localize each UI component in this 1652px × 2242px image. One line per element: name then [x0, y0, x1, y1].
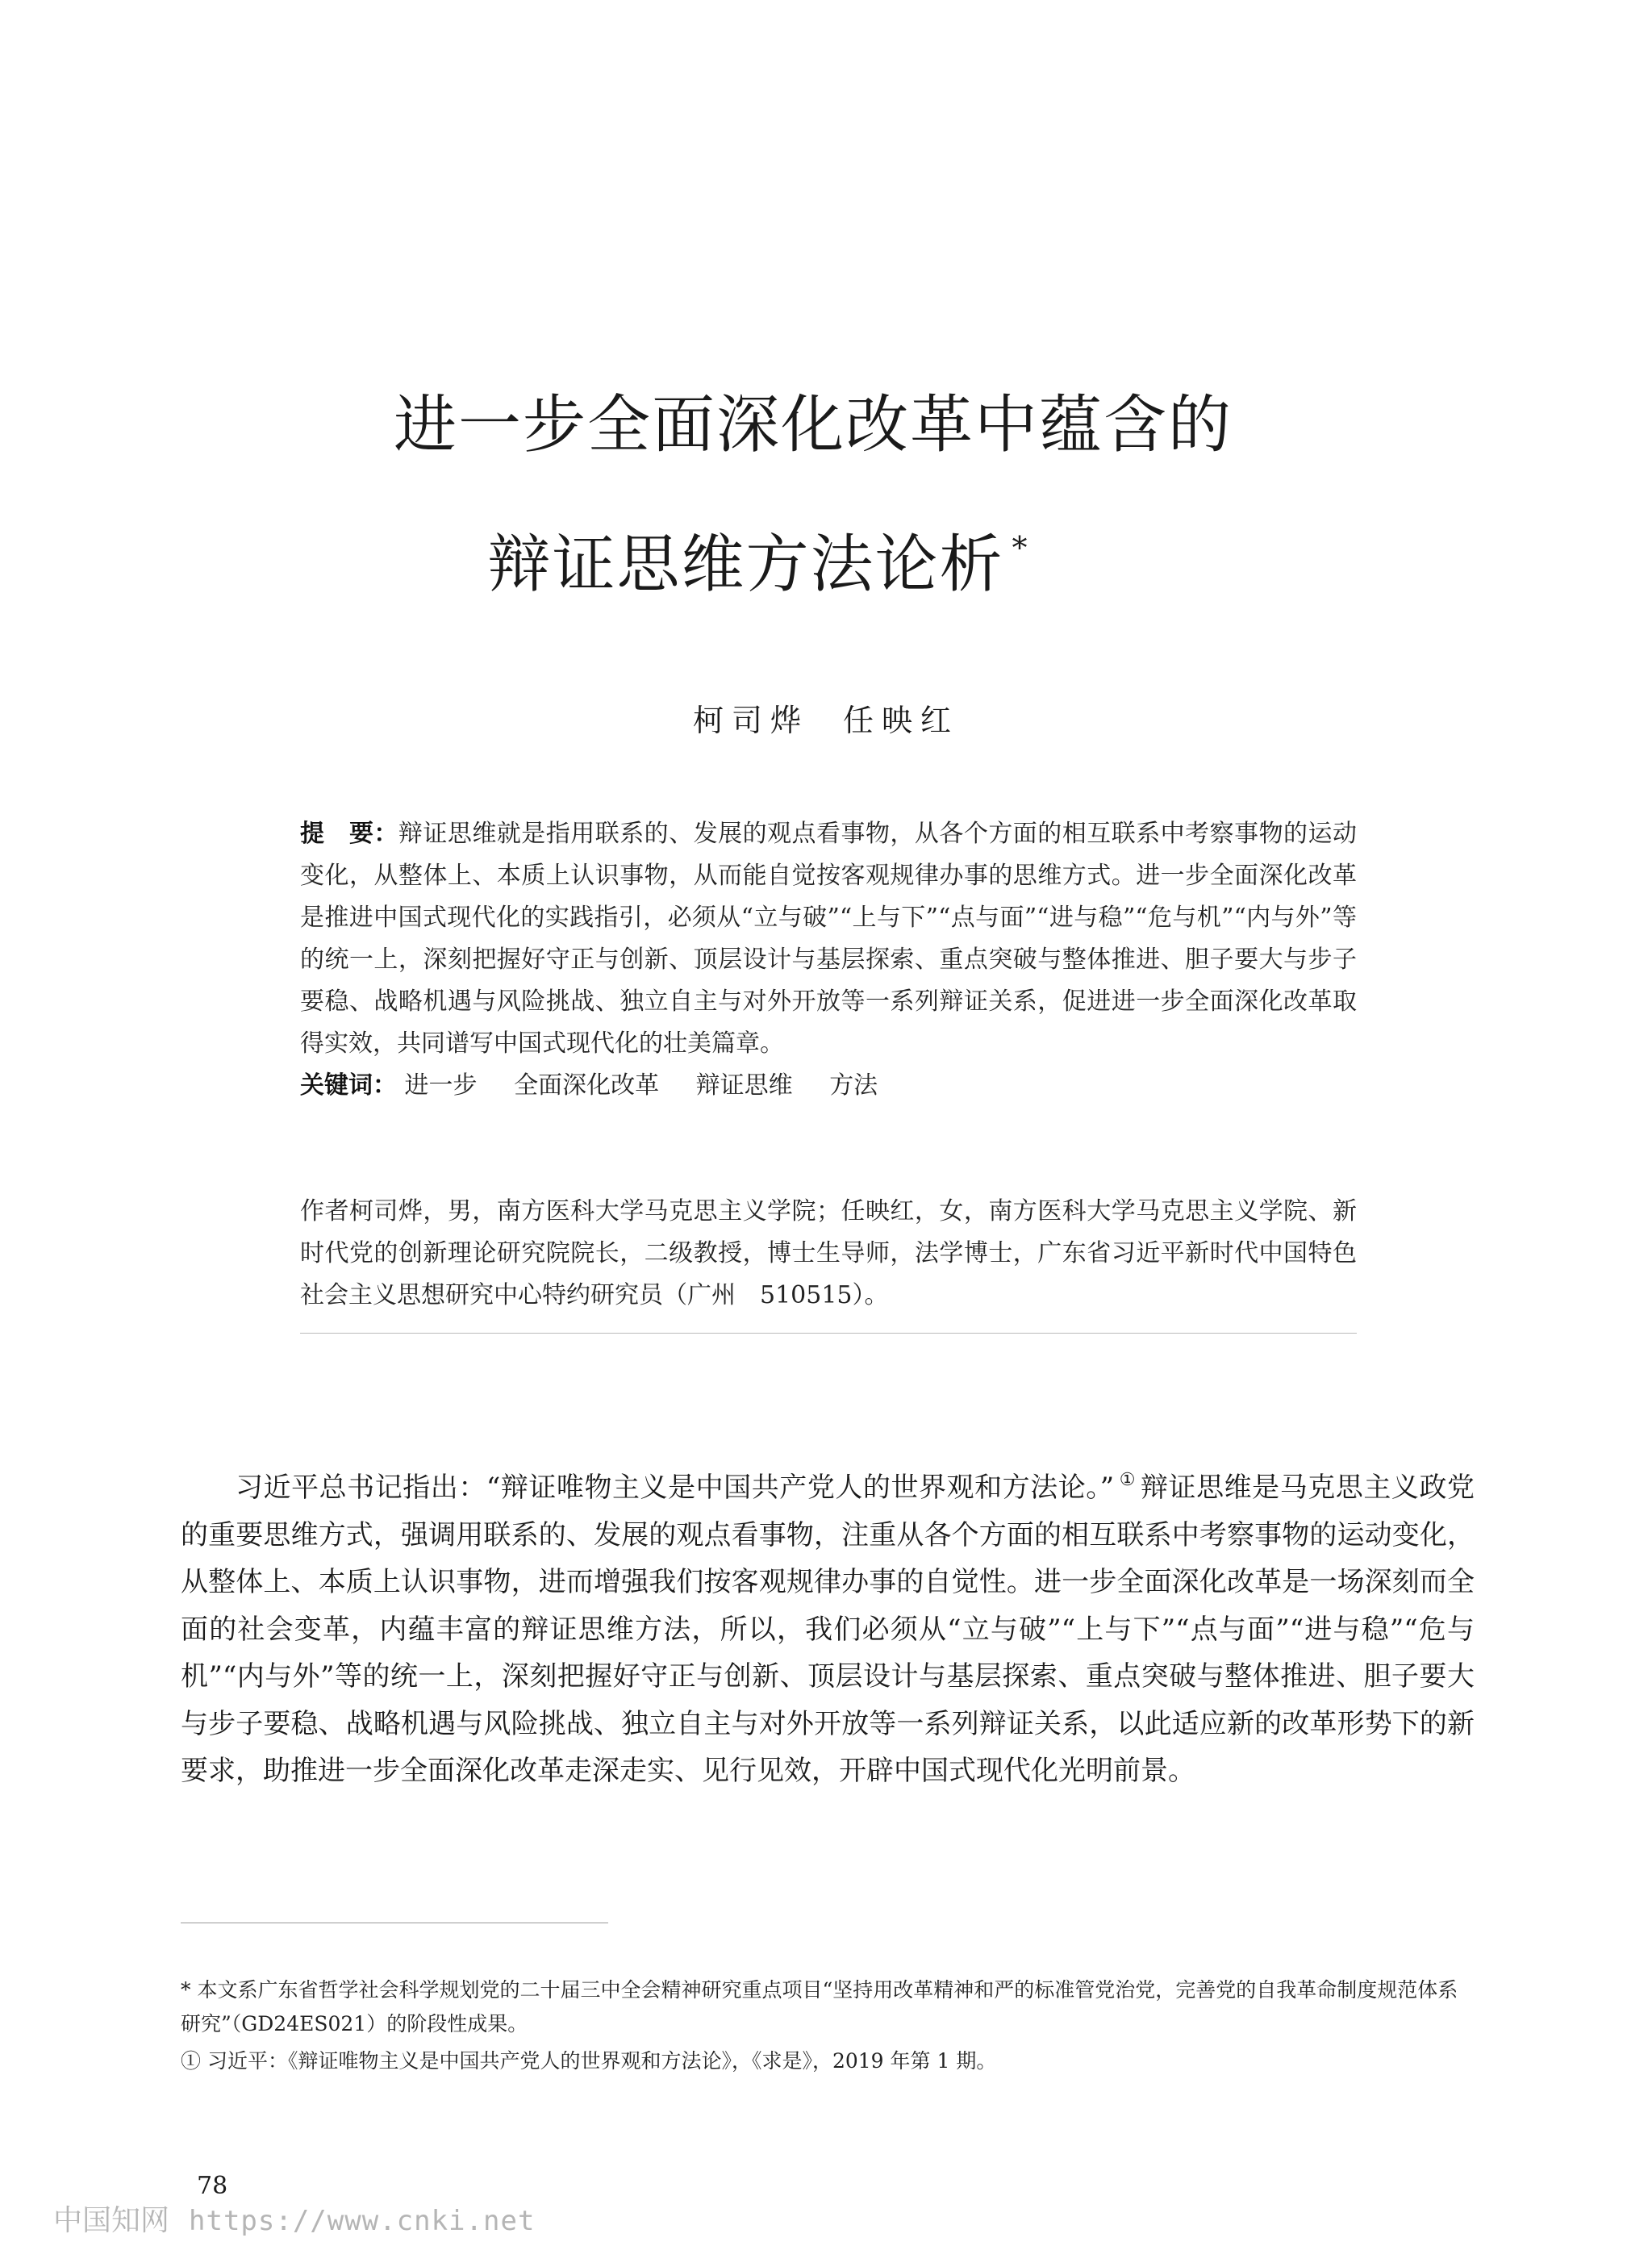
footnote-ref-1[interactable]: ①: [1119, 1470, 1136, 1490]
abstract-section: [300, 813, 1357, 1107]
body-part-1: 习近平总书记指出：“辩证唯物主义是中国共产党人的世界观和方法论。”: [236, 1472, 1115, 1504]
keyword-item: 全面深化改革: [514, 1071, 660, 1100]
page-number: 78: [197, 2172, 228, 2200]
paper-title-line-2: [355, 528, 1162, 601]
keyword-item: 进一步: [404, 1071, 478, 1100]
body-part-2: 辩证思维是马克思主义政党的重要思维方式，强调用联系的、发展的观点看事物，注重从各个方面的相互联系中考察事物的运动变化，从整体上、本质上认识事物，进而增强我们按客观规律办事的自觉性。进一步全面深化改革是一场深刻而全面的社会变革，内蕴丰富的辩证思维方法，所以，我们必须从“立与破”“上与下”“点与面”“进与稳”“危与机”“内与外”等的统一上，深刻把握好守正与创新、顶层设计与基层探索、重点突破与整体推进、胆子要大与步子要稳、战略机遇与风险挑战、独立自主与对外开放等一系列辩证关系，以此适应新的改革形势下的新要求，助推进一步全面深化改革走深走实、见行见效，开辟中国式现代化光明前景。: [181, 1472, 1475, 1787]
author-2: 任映红: [843, 703, 960, 738]
abstract-label: 提 要：: [300, 820, 398, 848]
keywords: [300, 1065, 1357, 1107]
author-info: 作者柯司烨，男，南方医科大学马克思主义学院；任映红，女，南方医科大学马克思主义学院、新时代党的创新理论研究院院长，二级教授，博士生导师，法学博士，广东省习近平新时代中国特色社会主义思想研究中心特约研究员（广州 510515）。: [300, 1197, 1357, 1309]
abstract-text: 辩证思维就是指用联系的、发展的观点看事物，从各个方面的相互联系中考察事物的运动变化，从整体上、本质上认识事物，从而能自觉按客观规律办事的思维方式。进一步全面深化改革是推进中国式现代化的实践指引，必须从“立与破”“上与下”“点与面”“进与稳”“危与机”“内与外”等的统一上，深刻把握好守正与创新、顶层设计与基层探索、重点突破与整体推进、胆子要大与步子要稳、战略机遇与风险挑战、独立自主与对外开放等一系列辩证关系，促进进一步全面深化改革取得实效，共同谱写中国式现代化的壮美篇章。: [300, 820, 1358, 1058]
body-paragraph: [181, 1457, 1475, 1795]
cnki-watermark: [53, 2198, 535, 2239]
section-divider: [300, 1333, 1357, 1334]
title-footnote-star[interactable]: *: [1012, 530, 1029, 566]
body-text: [181, 1457, 1475, 1795]
footnote-1: ① 习近平：《辩证唯物主义是中国共产党人的世界观和方法论》，《求是》，2019 年第 1 期。: [181, 2049, 997, 2073]
keyword-item: 方法: [829, 1071, 878, 1100]
author-names: [0, 695, 1652, 740]
keywords-label: 关键词：: [300, 1071, 397, 1100]
abstract: [300, 813, 1357, 1065]
watermark-url[interactable]: https://www.cnki.net: [189, 2205, 536, 2237]
watermark-name: 中国知网: [53, 2204, 170, 2237]
author-1: 柯司烨: [692, 703, 809, 738]
footnote-star: * 本文系广东省哲学社会科学规划党的二十届三中全会精神研究重点项目“坚持用改革精神和严的标准管党治党，完善党的自我革命制度规范体系研究”（GD24ES021）的阶段性成果。: [181, 1978, 1458, 2035]
paper-title-line-1: 进一步全面深化改革中蕴含的: [393, 389, 1233, 461]
footnotes: [181, 1973, 1475, 2078]
keyword-item: 辩证思维: [695, 1071, 793, 1100]
paper-title-line-2-text: 辩证思维方法论析: [487, 528, 1004, 601]
